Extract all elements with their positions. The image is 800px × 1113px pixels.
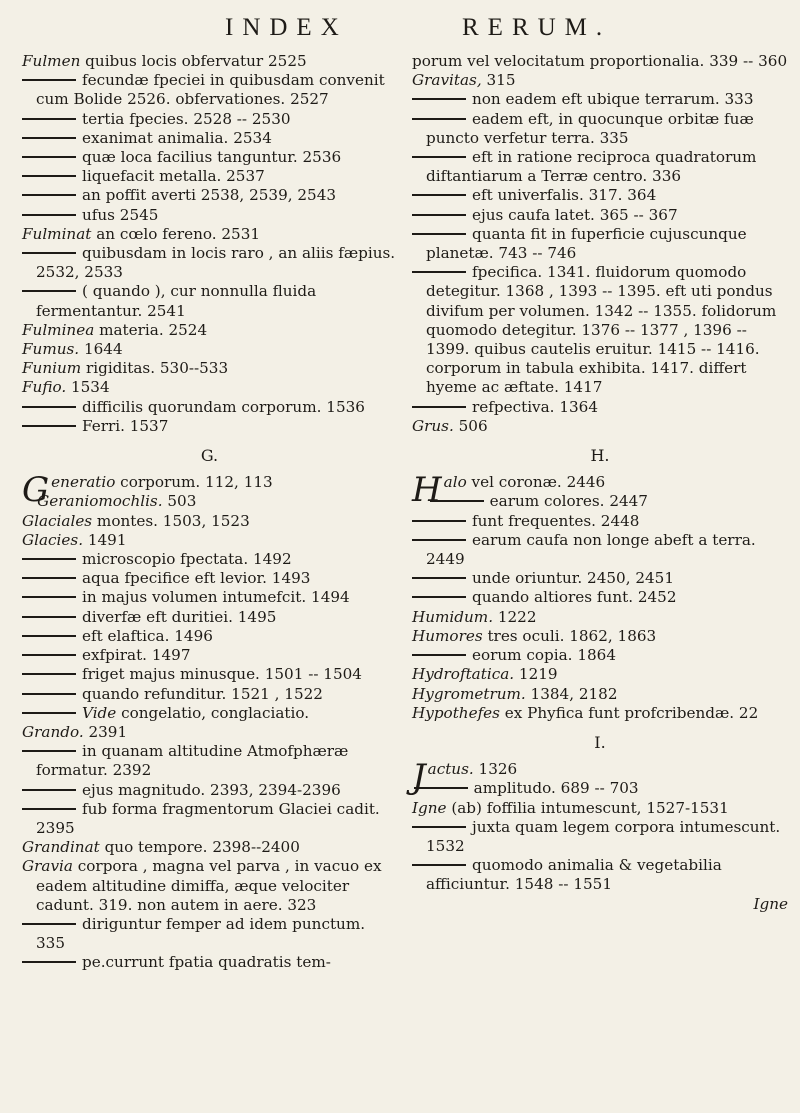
ditto-rule bbox=[412, 826, 466, 828]
header-right: RERUM. bbox=[462, 14, 612, 41]
index-entry bbox=[412, 627, 788, 646]
entry-text: Ferri. 1537 bbox=[82, 416, 169, 435]
entry-text: pe.currunt fpatia quadratis tem- bbox=[82, 953, 331, 972]
headword: actus. bbox=[427, 760, 474, 779]
index-entry bbox=[22, 110, 397, 129]
index-entry bbox=[22, 225, 397, 244]
index-entry bbox=[22, 359, 397, 378]
ditto-rule bbox=[412, 156, 466, 158]
entry-text: friget majus minusque. 1501 -- 1504 bbox=[82, 665, 362, 684]
headword: Grando. bbox=[22, 722, 84, 741]
headword: Fufio. bbox=[22, 378, 67, 397]
index-entry bbox=[22, 186, 397, 205]
index-entry bbox=[412, 148, 788, 186]
index-entry bbox=[22, 512, 397, 531]
entry-text: diriguntur femper ad idem punctum. 335 bbox=[36, 914, 366, 953]
headword: Fulminea bbox=[22, 320, 95, 339]
headword: Glacies. bbox=[22, 530, 84, 549]
entry-text: 315 bbox=[481, 71, 516, 90]
entry-text: an poffit averti 2538, 2539, 2543 bbox=[82, 186, 337, 205]
index-entry bbox=[412, 512, 788, 531]
index-entry bbox=[22, 742, 397, 780]
ditto-rule bbox=[22, 252, 76, 254]
index-entry bbox=[22, 52, 397, 71]
entry-text: unde oriuntur. 2450, 2451 bbox=[472, 569, 675, 588]
entry-text: 506 bbox=[453, 416, 488, 435]
headword: Fulminat bbox=[22, 224, 92, 243]
headword: Geraniomochlis. bbox=[37, 492, 163, 511]
index-entry bbox=[412, 52, 788, 71]
index-entry bbox=[22, 953, 397, 972]
section-letter: I. bbox=[594, 732, 606, 752]
index-entry bbox=[22, 646, 397, 665]
ditto-rule bbox=[22, 425, 76, 427]
ditto-rule bbox=[22, 961, 76, 963]
ditto-rule bbox=[22, 156, 76, 158]
entry-text: montes. 1503, 1523 bbox=[92, 511, 250, 530]
index-entry bbox=[22, 627, 397, 646]
drop-initial: J bbox=[412, 757, 426, 798]
running-header bbox=[0, 8, 800, 48]
headword: Fulmen bbox=[22, 52, 81, 70]
headword: eneratio bbox=[51, 473, 116, 492]
entry-text: eft in ratione reciproca quadratorum diftantiarum a Terræ centro. 336 bbox=[426, 148, 757, 186]
index-entry bbox=[22, 685, 397, 704]
ditto-rule bbox=[412, 539, 466, 541]
ditto-rule bbox=[22, 79, 76, 81]
right-column bbox=[412, 52, 788, 914]
see-reference: Vide bbox=[82, 703, 117, 722]
ditto-rule bbox=[412, 271, 466, 273]
entry-text: refpectiva. 1364 bbox=[472, 397, 598, 416]
index-entry bbox=[412, 110, 788, 148]
index-entry bbox=[22, 282, 397, 320]
entry-text: fecundæ fpeciei in quibusdam convenit cum Bolide 2526. obfervationes. 2527 bbox=[36, 71, 385, 109]
headword: Humores bbox=[412, 626, 483, 645]
ditto-rule bbox=[22, 808, 76, 810]
entry-text: liquefacit metalla. 2537 bbox=[82, 167, 265, 186]
index-entry bbox=[412, 588, 788, 607]
entry-text: 1222 bbox=[493, 607, 537, 626]
drop-initial: H bbox=[412, 470, 442, 511]
index-entry bbox=[412, 206, 788, 225]
index-entry bbox=[412, 492, 788, 511]
index-entry bbox=[22, 550, 397, 569]
ditto-rule bbox=[22, 789, 76, 791]
index-entry bbox=[22, 244, 397, 282]
entry-text: quibusdam in locis raro , an aliis fæpius. 2532, 2533 bbox=[36, 244, 396, 282]
entry-text: vel coronæ. 2446 bbox=[466, 473, 606, 492]
entry-text: funt frequentes. 2448 bbox=[472, 511, 640, 530]
entry-text: aqua fpecifice eft levior. 1493 bbox=[82, 569, 311, 588]
ditto-rule bbox=[22, 693, 76, 695]
index-entry bbox=[412, 263, 788, 397]
ditto-rule bbox=[22, 118, 76, 120]
index-entry bbox=[412, 225, 788, 263]
ditto-rule bbox=[22, 750, 76, 752]
ditto-rule bbox=[22, 558, 76, 560]
index-entry bbox=[22, 781, 397, 800]
headword: Grus. bbox=[412, 416, 454, 435]
entry-text: 1219 bbox=[514, 665, 558, 684]
ditto-rule bbox=[412, 864, 466, 866]
ditto-rule bbox=[22, 673, 76, 675]
index-entry bbox=[412, 665, 788, 684]
index-entry bbox=[22, 167, 397, 186]
entry-text: ex Phyfica funt profcribendæ. 22 bbox=[499, 703, 759, 722]
entry-text: quando refunditur. 1521 , 1522 bbox=[82, 684, 323, 703]
index-entry bbox=[22, 398, 397, 417]
index-entry bbox=[412, 818, 788, 856]
entry-text: ejus caufa latet. 365 -- 367 bbox=[472, 205, 678, 224]
entry-text: 1644 bbox=[79, 340, 123, 359]
entry-text: microscopio fpectata. 1492 bbox=[82, 550, 292, 569]
entry-text: difficilis quorundam corporum. 1536 bbox=[82, 397, 365, 416]
ditto-rule bbox=[412, 577, 466, 579]
entry-text: exfpirat. 1497 bbox=[82, 646, 191, 665]
entry-text: ejus magnitudo. 2393, 2394-2396 bbox=[82, 780, 341, 799]
index-entry bbox=[22, 608, 397, 627]
headword: Glaciales bbox=[22, 511, 93, 530]
entry-text: eorum copia. 1864 bbox=[472, 646, 616, 665]
index-entry bbox=[412, 71, 788, 90]
entry-text: diverfæ eft duritiei. 1495 bbox=[82, 607, 277, 626]
entry-text: in quanam altitudine Atmofphæræ formatur. 2392 bbox=[36, 742, 349, 780]
index-entry bbox=[412, 90, 788, 109]
headword: Gravitas, bbox=[412, 71, 482, 90]
ditto-rule bbox=[412, 98, 466, 100]
ditto-rule bbox=[412, 214, 466, 216]
entry-text: earum colores. 2447 bbox=[489, 492, 648, 511]
index-entry bbox=[22, 206, 397, 225]
ditto-rule bbox=[22, 577, 76, 579]
ditto-rule bbox=[430, 500, 484, 502]
headword: Fumus. bbox=[22, 340, 80, 359]
index-entry bbox=[412, 856, 788, 894]
headword: Hypothefes bbox=[412, 703, 500, 722]
headword: Hygrometrum. bbox=[412, 684, 526, 703]
index-entry bbox=[22, 857, 397, 915]
section-letter: H. bbox=[590, 446, 610, 466]
entry-text: (ab) foffilia intumescunt, 1527-1531 bbox=[446, 798, 729, 817]
index-entry bbox=[22, 665, 397, 684]
index-entry bbox=[22, 129, 397, 148]
entry-text: eadem eft, in quocunque orbitæ fuæ puncto verfetur terra. 335 bbox=[426, 109, 754, 147]
entry-text: exanimat animalia. 2534 bbox=[82, 128, 272, 147]
index-entry bbox=[412, 417, 788, 436]
ditto-rule bbox=[22, 616, 76, 618]
index-entry bbox=[412, 779, 788, 798]
entry-text: 503 bbox=[162, 492, 197, 511]
index-entry bbox=[22, 838, 397, 857]
ditto-rule bbox=[412, 233, 466, 235]
index-entry bbox=[412, 398, 788, 417]
entry-text: an cœlo fereno. 2531 bbox=[91, 224, 261, 243]
entry-text: tertia fpecies. 2528 -- 2530 bbox=[82, 109, 291, 128]
headword: Gravia bbox=[22, 857, 73, 876]
headword: Igne bbox=[412, 798, 447, 817]
entry-text: eft univerfalis. 317. 364 bbox=[472, 186, 657, 205]
entry-text: porum vel velocitatum proportionalia. 339 -- 360 bbox=[412, 52, 788, 70]
entry-text: non eadem eft ubique terrarum. 333 bbox=[472, 90, 754, 109]
index-entry bbox=[412, 531, 788, 569]
index-entry bbox=[22, 800, 397, 838]
section-letter: G. bbox=[200, 446, 219, 466]
index-entry bbox=[412, 608, 788, 627]
entry-text: 1534 bbox=[66, 378, 110, 397]
index-entry bbox=[412, 704, 788, 723]
entry-text: fub forma fragmentorum Glaciei cadit. 2395 bbox=[36, 799, 380, 837]
drop-initial: G bbox=[22, 470, 50, 511]
headword: Grandinat bbox=[22, 838, 100, 857]
entry-text: ( quando ), cur nonnulla fluida fermentantur. 2541 bbox=[36, 282, 317, 320]
index-entry bbox=[22, 378, 397, 397]
ditto-rule bbox=[412, 118, 466, 120]
entry-text: tres oculi. 1862, 1863 bbox=[482, 626, 657, 645]
entry-text: 1326 bbox=[473, 760, 518, 779]
ditto-rule bbox=[22, 137, 76, 139]
index-entry bbox=[22, 148, 397, 167]
ditto-rule bbox=[22, 175, 76, 177]
ditto-rule bbox=[412, 654, 466, 656]
entry-text: in majus volumen intumefcit. 1494 bbox=[82, 588, 350, 607]
headword: Humidum. bbox=[412, 607, 494, 626]
index-entry bbox=[412, 186, 788, 205]
index-entry bbox=[22, 417, 397, 436]
ditto-rule bbox=[22, 290, 76, 292]
entry-text: quo tempore. 2398--2400 bbox=[99, 838, 300, 857]
index-entry bbox=[22, 569, 397, 588]
index-entry bbox=[412, 646, 788, 665]
entry-text: congelatio, conglaciatio. bbox=[116, 703, 310, 722]
index-entry bbox=[22, 915, 397, 953]
entry-text: fpecifica. 1341. fluidorum quomodo detegitur. 1368 , 1393 -- 1395. eft uti pondus divifum per volumen. 1342 -- 1355. folidorum quomodo detegitur. 1376 -- 1377 , 1396 -- 1399. quibus cautelis eruitur. 1415 -- 1416. corporum in tabula exhibita. 1417. differt hyeme ac æftate. 1417 bbox=[426, 263, 777, 397]
headword: Hydroftatica. bbox=[412, 665, 515, 684]
index-entry bbox=[22, 704, 397, 723]
entry-text: 1384, 2182 bbox=[525, 684, 618, 703]
ditto-rule bbox=[412, 596, 466, 598]
ditto-rule bbox=[22, 214, 76, 216]
entry-text: quanta fit in fuperficie cujuscunque planetæ. 743 -- 746 bbox=[426, 224, 747, 263]
index-entry bbox=[22, 723, 397, 742]
entry-text: earum caufa non longe abeft a terra. 2449 bbox=[426, 530, 756, 569]
entry-text: 1491 bbox=[83, 530, 127, 549]
index-entry bbox=[22, 588, 397, 607]
index-entry bbox=[22, 71, 397, 109]
index-entry bbox=[22, 531, 397, 550]
ditto-rule bbox=[22, 712, 76, 714]
entry-text: quibus locis obfervatur 2525 bbox=[80, 52, 307, 70]
entry-text: juxta quam legem corpora intumescunt. 1532 bbox=[426, 817, 781, 855]
ditto-rule bbox=[22, 923, 76, 925]
ditto-rule bbox=[412, 194, 466, 196]
entry-text: amplitudo. 689 -- 703 bbox=[473, 779, 639, 798]
entry-text: ufus 2545 bbox=[82, 205, 159, 224]
ditto-rule bbox=[22, 194, 76, 196]
index-entry bbox=[412, 569, 788, 588]
ditto-rule bbox=[22, 406, 76, 408]
index-entry bbox=[412, 685, 788, 704]
entry-text: 2391 bbox=[83, 722, 128, 741]
ditto-rule bbox=[22, 596, 76, 598]
headword: Funium bbox=[22, 359, 82, 378]
ditto-rule bbox=[412, 406, 466, 408]
index-entry bbox=[22, 492, 397, 511]
ditto-rule bbox=[22, 654, 76, 656]
catchword: Igne bbox=[753, 894, 788, 913]
entry-text: eft elaftica. 1496 bbox=[82, 626, 213, 645]
index-entry bbox=[22, 321, 397, 340]
ditto-rule bbox=[412, 520, 466, 522]
entry-text: corpora , magna vel parva , in vacuo ex eadem altitudine dimiffa, æque velociter cadunt. 319. non autem in aere. 323 bbox=[36, 857, 382, 914]
entry-text: rigiditas. 530--533 bbox=[81, 359, 229, 378]
entry-text: materia. 2524 bbox=[94, 320, 208, 339]
header-left: INDEX bbox=[225, 14, 348, 41]
entry-text: quæ loca facilius tanguntur. 2536 bbox=[82, 148, 342, 167]
index-entry bbox=[412, 799, 788, 818]
entry-text: corporum. 112, 113 bbox=[115, 473, 273, 492]
index-entry bbox=[22, 340, 397, 359]
entry-text: quomodo animalia & vegetabilia afficiuntur. 1548 -- 1551 bbox=[426, 856, 722, 894]
ditto-rule bbox=[414, 787, 468, 789]
headword: alo bbox=[443, 473, 467, 492]
ditto-rule bbox=[22, 635, 76, 637]
entry-text: quando altiores funt. 2452 bbox=[472, 588, 677, 607]
left-column bbox=[22, 52, 397, 973]
